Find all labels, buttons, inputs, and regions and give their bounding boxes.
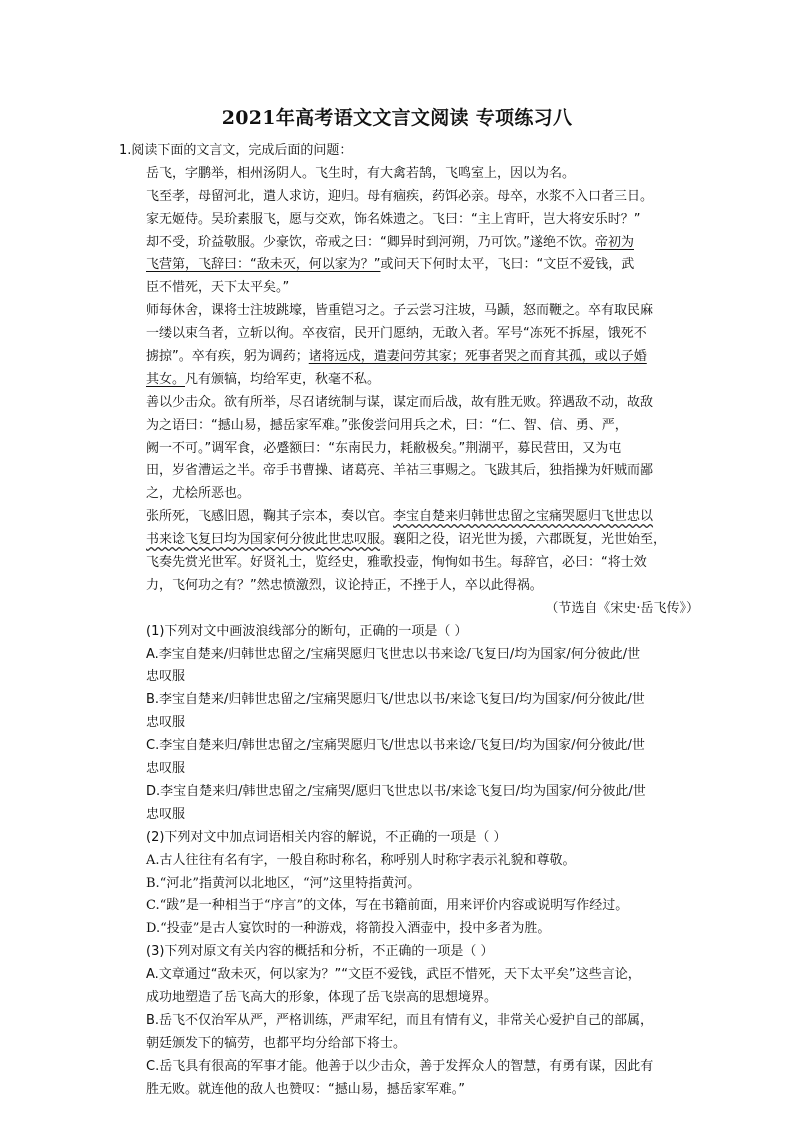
text-line (119, 850, 699, 873)
text-line (119, 415, 699, 438)
text-segment: 家无姬侍。吴玠素服飞，愿与交欢，饰名姝遗之。飞曰：“主上宵旰，岂大将安乐时？” (146, 211, 641, 227)
text-segment: D.李宝自楚来归/韩世忠留之/宝痛哭/愿归飞世忠以书/来谂飞复曰/均为国家/何分彼此/世 (146, 783, 646, 799)
text-line (119, 460, 699, 483)
text-segment: 飞至孝，母留河北，遣人求访，迎归。母有痼疾，药饵必亲。母卒，水浆不入口者三日。 (146, 188, 654, 204)
text-line (119, 781, 699, 804)
text-segment: 一缕以束刍者，立斩以徇。卒夜宿，民开门愿纳，无敢入者。军号“冻死不拆屋，饿死不 (146, 326, 647, 342)
text-line (119, 644, 699, 667)
text-segment: 忠叹服 (146, 761, 186, 777)
text-segment: C.岳飞具有很高的军事才能。他善于以少击众，善于发挥众人的智慧，有勇有谋，因此有 (146, 1058, 654, 1074)
text-line (119, 346, 699, 369)
text-segment: 阙一不可。”调军食，必蹙额曰：“东南民力，耗敝极矣。”荆湖平，募民营田，又为屯 (146, 440, 622, 456)
underlined-text: 其女。 (146, 371, 186, 387)
text-segment: 忠叹服 (146, 806, 186, 822)
text-segment: 为之语曰：“撼山易，撼岳家军难。”张俊尝问用兵之术，曰：“仁、智、信、勇、严， (146, 417, 628, 433)
text-segment: 忠叹服 (146, 669, 186, 685)
text-line (119, 323, 699, 346)
text-line (119, 300, 699, 323)
text-segment: 朝廷颁发下的犒劳，也都平均分给部下将士。 (146, 1035, 407, 1051)
text-line (119, 232, 699, 255)
text-segment: （节选自《宋史·岳飞传》） (545, 600, 699, 616)
text-segment: 胜无败。就连他的敌人也赞叹：“撼山易，撼岳家军难。” (146, 1081, 465, 1097)
text-segment: C.“跋”是一种相当于“序言”的文体，写在书籍前面，用来评价内容或说明写作经过。 (146, 898, 629, 914)
text-line (119, 918, 699, 941)
text-segment: A.文章通过“敌未灭，何以家为？”“文臣不爱钱，武臣不惜死，天下太平矣”这些言论， (146, 967, 641, 983)
text-segment: (2)下列对文中加点词语相关内容的解说，不正确的一项是（ ） (146, 829, 507, 845)
text-line (119, 392, 699, 415)
text-segment: 飞奏先赏光世军。好贤礼士，览经史，雅歌投壶，恂恂如书生。每辞官，必曰：“将士效 (146, 555, 647, 571)
text-line (119, 964, 699, 987)
text-segment: (1)下列对文中画波浪线部分的断句，正确的一项是（ ） (146, 623, 468, 639)
text-segment: 忠叹服 (146, 715, 186, 731)
text-line (119, 506, 699, 529)
text-line (119, 689, 699, 712)
text-line (119, 598, 699, 621)
text-segment: B.李宝自楚来/归韩世忠留之/宝痛哭愿归飞/世忠以书/来谂飞复曰/均为国家/何分彼此/世 (146, 692, 645, 708)
text-segment: 田，岁省漕运之半。帝手书曹操、诸葛亮、羊祜三事赐之。飞跋其后，独指操为奸贼而鄙 (146, 463, 654, 479)
text-segment: 掳掠”。卒有疾，躬为调药； (146, 349, 309, 365)
text-line (119, 1033, 699, 1056)
wavy-underlined-text: 李宝自楚来归韩世忠留之宝痛哭愿归飞世忠以 (393, 509, 654, 525)
document-title: 2021年高考语文文言文阅读 专项练习八 (221, 107, 573, 129)
text-line (119, 621, 699, 644)
text-segment: D.“投壶”是古人宴饮时的一种游戏，将箭投入酒壶中，投中多者为胜。 (146, 921, 551, 937)
text-segment: B.“河北”指黄河以北地区，“河”这里特指黄河。 (146, 875, 421, 891)
text-line (119, 140, 699, 163)
text-line (119, 804, 699, 827)
underlined-text: 诸将远戍，遣妻问劳其家；死事者哭之而育其孤，或以子婚 (308, 349, 647, 365)
text-segment: 1.阅读下面的文言文，完成后面的问题： (119, 143, 353, 158)
text-segment: C.李宝自楚来归/韩世忠留之/宝痛哭愿归飞/世忠以书来谂/飞复曰/均为国家/何分彼此/世 (146, 738, 645, 754)
text-segment: 之，尤桧所恶也。 (146, 486, 251, 502)
text-line (119, 369, 699, 392)
underlined-text: 帝初为 (594, 234, 634, 250)
text-segment: 臣不惜死，天下太平矣。” (146, 280, 290, 296)
text-line (119, 735, 699, 758)
text-line (119, 827, 699, 850)
text-segment: A.李宝自楚来/归韩世忠留之/宝痛哭愿归飞世忠以书来谂/飞复曰/均为国家/何分彼此/世 (146, 646, 641, 662)
text-line (119, 209, 699, 232)
text-line (119, 575, 699, 598)
text-segment: 却不受，玠益敬服。少豪饮，帝戒之曰：“卿异时到河朔，乃可饮。”遂绝不饮。 (146, 234, 595, 250)
text-line (119, 438, 699, 461)
text-line (119, 758, 699, 781)
text-line (119, 1056, 699, 1079)
text-segment: B.岳飞不仅治军从严，严格训练，严肃军纪，而且有情有义，非常关心爱护自己的部属， (146, 1012, 654, 1028)
text-line (119, 483, 699, 506)
text-line (119, 163, 699, 186)
text-line (119, 1010, 699, 1033)
underlined-text: 飞营第，飞辞曰：“敌未灭，何以家为？” (146, 257, 381, 273)
text-segment: 善以少击众。欲有所举，尽召诸统制与谋，谋定而后战，故有胜无败。猝遇敌不动，故敌 (146, 394, 654, 410)
text-line (119, 941, 699, 964)
text-line (119, 895, 699, 918)
text-segment: 凡有颁犒，均给军吏，秋毫不私。 (185, 371, 381, 387)
text-segment: A.古人往往有名有字，一般自称时称名，称呼别人时称字表示礼貌和尊敬。 (146, 852, 576, 868)
text-segment: 师每休舍，课将士注坡跳壕，皆重铠习之。子云尝习注坡，马踬，怒而鞭之。卒有取民麻 (146, 303, 654, 319)
text-line (119, 666, 699, 689)
text-segment: 。襄阳之役，诏光世为援，六郡既复，光世始至， (380, 532, 667, 548)
text-line (119, 186, 699, 209)
text-line (119, 1079, 699, 1102)
text-segment: 岳飞，字鹏举，相州汤阴人。飞生时，有大禽若鹄，飞鸣室上，因以为名。 (146, 165, 576, 181)
text-line (119, 987, 699, 1010)
document-body (119, 140, 699, 1101)
text-line (119, 277, 699, 300)
wavy-underlined-text: 书来谂飞复曰均为国家何分彼此世忠叹服 (146, 532, 381, 548)
text-segment: 或问天下何时太平，飞曰：“文臣不爱钱，武 (380, 257, 635, 273)
text-line (119, 552, 699, 575)
text-line (119, 529, 699, 552)
text-segment: 张所死，飞感旧恩，鞠其子宗本，奏以官。 (146, 509, 394, 525)
text-line (119, 873, 699, 896)
text-line (119, 712, 699, 735)
text-segment: 力，飞何功之有？”然忠愤激烈，议论持正，不挫于人，卒以此得祸。 (146, 577, 543, 593)
text-segment: 成功地塑造了岳飞高大的形象，体现了岳飞崇高的思想境界。 (146, 989, 498, 1005)
text-line (119, 254, 699, 277)
text-segment: (3)下列对原文有关内容的概括和分析，不正确的一项是（ ） (146, 944, 494, 960)
